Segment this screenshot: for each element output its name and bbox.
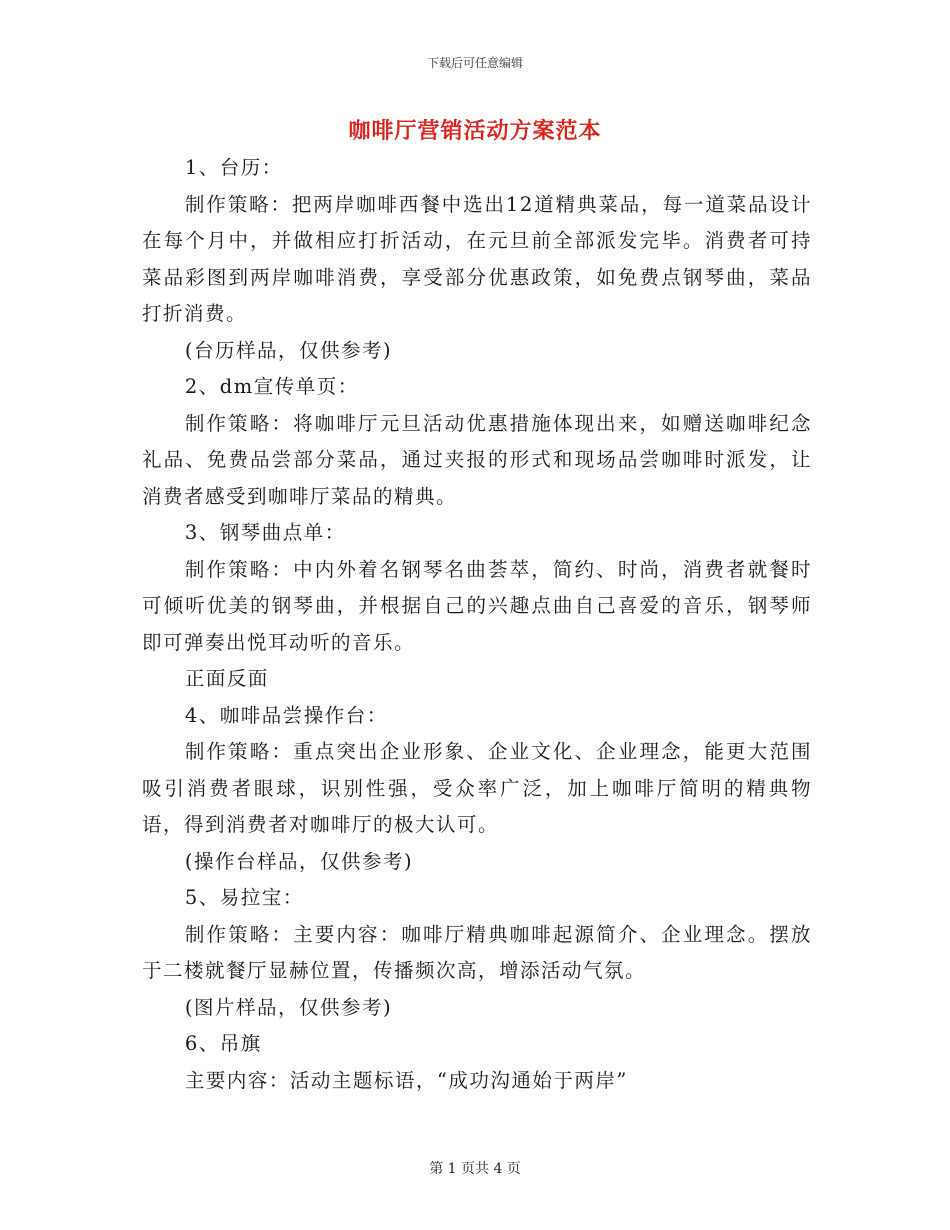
section-heading-hanging-flag: 6、吊旗 — [184, 1032, 262, 1055]
paragraph-calendar-strategy: 制作策略：把两岸咖啡西餐中选出12道精典菜品，每一道菜品设计在每个月中，并做相应打折活动，在元旦前全部派发完毕。消费者可持菜品彩图到两岸咖啡消费，享受部分优惠政策，如免费点钢琴曲，菜品打折消费。 — [142, 192, 812, 325]
section-heading-piano-menu: 3、钢琴曲点单： — [184, 521, 346, 544]
section-heading-dm-flyer: 2、dm宣传单页： — [184, 375, 359, 398]
note-image-sample: (图片样品，仅供参考) — [184, 995, 393, 1019]
section-heading-rollup-banner: 5、易拉宝： — [184, 886, 304, 909]
note-front-back: 正面反面 — [184, 667, 269, 690]
document-title: 咖啡厅营销活动方案范本 — [348, 118, 602, 144]
paragraph-dm-strategy: 制作策略：将咖啡厅元旦活动优惠措施体现出来，如赠送咖啡纪念礼品、免费品尝部分菜品，通过夹报的形式和现场品尝咖啡时派发，让消费者感受到咖啡厅菜品的精典。 — [142, 411, 812, 508]
note-calendar-sample: (台历样品，仅供参考) — [184, 338, 393, 362]
page-footer: 第 1 页共 4 页 — [429, 1161, 521, 1177]
section-heading-tasting-counter: 4、咖啡品尝操作台： — [184, 703, 388, 727]
section-heading-calendar: 1、台历： — [184, 156, 283, 179]
document-body — [142, 150, 812, 1099]
paragraph-banner-strategy: 制作策略：主要内容：咖啡厅精典咖啡起源简介、企业理念。摆放于二楼就餐厅显赫位置，传播频次高，增添活动气氛。 — [142, 922, 812, 982]
page-header: 下载后可任意编辑 — [426, 56, 523, 70]
note-counter-sample: (操作台样品，仅供参考) — [184, 849, 414, 873]
paragraph-flag-content: 主要内容：活动主题标语，“成功沟通始于两岸” — [184, 1068, 628, 1092]
paragraph-piano-strategy: 制作策略：中内外着名钢琴名曲荟萃，简约、时尚，消费者就餐时可倾听优美的钢琴曲，并根据自己的兴趣点曲自己喜爱的音乐，钢琴师即可弹奏出悦耳动听的音乐。 — [142, 557, 812, 654]
paragraph-counter-strategy: 制作策略：重点突出企业形象、企业文化、企业理念，能更大范围吸引消费者眼球，识别性强，受众率广泛，加上咖啡厅简明的精典物语，得到消费者对咖啡厅的极大认可。 — [142, 740, 812, 836]
